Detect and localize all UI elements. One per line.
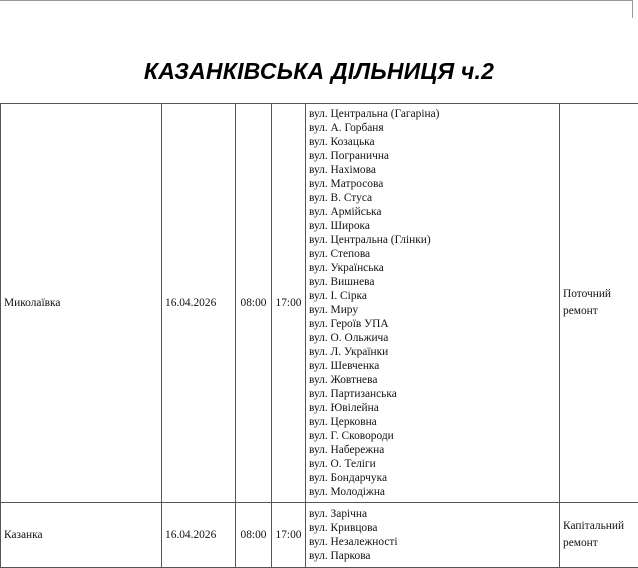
street-item: вул. Степова (309, 247, 556, 261)
street-item: вул. О. Ольжича (309, 331, 556, 345)
work-type-line: ремонт (563, 535, 635, 552)
work-type-cell (560, 503, 638, 568)
street-item: вул. Центральна (Гагаріна) (309, 107, 556, 121)
work-type-cell (560, 104, 638, 503)
street-item: вул. Незалежності (309, 535, 556, 549)
street-item: вул. Українська (309, 261, 556, 275)
street-item: вул. І. Сірка (309, 289, 556, 303)
streets-cell (306, 503, 560, 568)
street-item: вул. Г. Сковороди (309, 429, 556, 443)
top-border (0, 0, 632, 1)
work-type-line: Поточний (563, 286, 635, 303)
street-item: вул. Церковна (309, 415, 556, 429)
table-row (1, 503, 638, 568)
street-item: вул. В. Стуса (309, 191, 556, 205)
date-cell: 16.04.2026 (162, 503, 236, 568)
page-title: КАЗАНКІВСЬКА ДІЛЬНИЦЯ ч.2 (0, 58, 638, 85)
street-item: вул. Бондарчука (309, 471, 556, 485)
work-type-line: ремонт (563, 303, 635, 320)
right-border (632, 0, 633, 18)
street-item: вул. Матросова (309, 177, 556, 191)
street-item: вул. Партизанська (309, 387, 556, 401)
schedule-table (0, 103, 638, 568)
date-cell: 16.04.2026 (162, 104, 236, 503)
street-item: вул. Набережна (309, 443, 556, 457)
street-item: вул. Армійська (309, 205, 556, 219)
end-time-cell: 17:00 (272, 503, 306, 568)
street-item: вул. О. Теліги (309, 457, 556, 471)
street-item: вул. Молодіжна (309, 485, 556, 499)
table-row (1, 104, 638, 503)
street-item: вул. Зарічна (309, 507, 556, 521)
settlement-cell: Казанка (1, 503, 162, 568)
streets-cell (306, 104, 560, 503)
street-item: вул. Центральна (Глінки) (309, 233, 556, 247)
settlement-cell: Миколаївка (1, 104, 162, 503)
street-item: вул. Вишнева (309, 275, 556, 289)
street-item: вул. Козацька (309, 135, 556, 149)
street-item: вул. Кривцова (309, 521, 556, 535)
street-item: вул. Шевченка (309, 359, 556, 373)
street-item: вул. Миру (309, 303, 556, 317)
street-item: вул. Погранична (309, 149, 556, 163)
street-item: вул. Широка (309, 219, 556, 233)
street-item: вул. Жовтнева (309, 373, 556, 387)
street-item: вул. А. Горбаня (309, 121, 556, 135)
end-time-cell: 17:00 (272, 104, 306, 503)
street-item: вул. Героїв УПА (309, 317, 556, 331)
street-item: вул. Ювілейна (309, 401, 556, 415)
street-item: вул. Нахімова (309, 163, 556, 177)
start-time-cell: 08:00 (236, 503, 272, 568)
start-time-cell: 08:00 (236, 104, 272, 503)
work-type-line: Капітальний (563, 518, 635, 535)
street-item: вул. Л. Українки (309, 345, 556, 359)
street-item: вул. Паркова (309, 549, 556, 563)
